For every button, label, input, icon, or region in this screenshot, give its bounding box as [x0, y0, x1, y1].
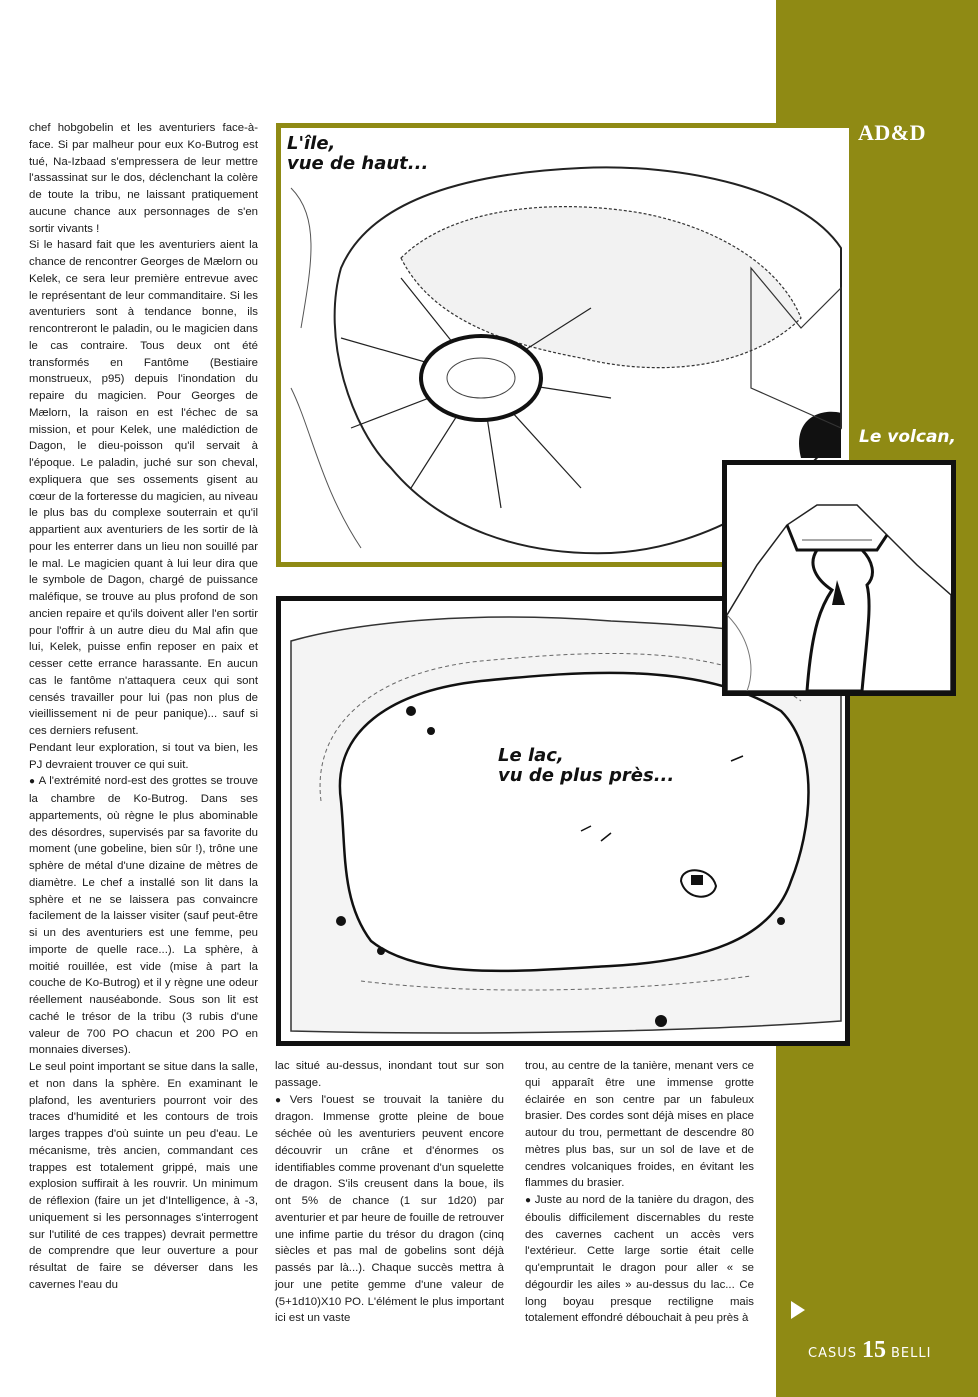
column-left — [29, 120, 258, 1294]
volcano-caption-subtitle — [858, 466, 930, 501]
caption-line: vue de haut... — [287, 152, 429, 174]
bullet-paragraph — [29, 773, 258, 1059]
paragraph: Si le hasard fait que les aventuriers aient la chance de rencontrer Georges de Mælorn ou Kelek, ce sera leur première entrevue avec le représentant de leur commanditaire. Si les aventuriers sont à tendance bonne, ils rencontreront le paladin, ou le magicien dans le cas contraire. Tous deux ont été transformés en Fantôme (Bestiaire monstrueux, p95) depuis l'inondation du repaire du magicien. Pour Georges de Mælorn, la raison en est l'échec de sa mission, et pour Kelek, une malédiction de Dagon, le dieu-poisson qu'il servait à l'époque. Le paladin, juché sur son cheval, expliquera que ses ossements gisent au cœur de la forteresse du magicien, au niveau le plus bas du complexe souterrain et qu'il appartient aux aventuriers de les sortir de là pour les enterrer dans un lieu non souillé par le mal. Le magicien quant à lui leur dira que le symbole de Dagon, chargé de puissance maléfique, se trouve au plus profond de son ancien repaire et qu'ils doivent aller l'en sortir pour l'offrir à un autre dieu du Mal afin que lui, Kelek, puisse enfin reposer en paix et cesser cette errance harassante. En aucun cas le fantôme n'attaquera ceux qui sont censés travailler pour lui (pas non plus de vieillissement ni de peur panique)... sauf si ces derniers refusent. — [29, 239, 258, 737]
paragraph: trou, au centre de la tanière, menant vers ce qui apparaît être une immense grotte éclairée en son centre par un fabuleux brasier. Des cordes sont déjà mises en place autour du trou, permettant de descendre 80 mètres plus bas, sur un sol de lave et de cendres volcaniques froides, en évitant les flammes du brasier. — [525, 1060, 754, 1190]
paragraph-text: Vers l'ouest se trouvait la tanière du dragon. Immense grotte pleine de boue séchée où les aventuriers peuvent encore découvrir un crâne et d'énormes os identifiables comme provenant d'un squelette de dragon. S'ils creusent dans la boue, ils ont 5% de chance (1 sur 1d20) par aventurier et par heure de fouille de retrouver une infime partie du trésor du dragon (cinq siècles et pas mal de gobelins sont déjà passés par là...). Chaque succès mettra à jour une petite gemme d'une valeur de (5+1d10)X10 PO. L'élément le plus important ici est un vaste — [275, 1093, 504, 1325]
caption-line: coupe... — [858, 482, 931, 502]
lake-map-caption — [498, 746, 674, 786]
footer-magazine-right: BELLI — [891, 1346, 932, 1361]
caption-line: vu de plus près... — [498, 764, 675, 786]
bullet-icon: ● — [275, 1094, 287, 1106]
bullet-icon: ● — [525, 1195, 532, 1206]
section-tag: AD&D — [858, 120, 926, 145]
footer-magazine-left: CASUS — [808, 1346, 857, 1361]
page-footer — [808, 1337, 931, 1364]
paragraph: lac situé au-dessus, inondant tout sur son passage. — [275, 1060, 504, 1089]
triangle-right-icon — [791, 1301, 805, 1319]
bullet-paragraph — [525, 1192, 754, 1327]
paragraph-text: A l'extrémité nord-est des grottes se trouve la chambre de Ko-Butrog. Dans ses appartements, où règne le plus abominable des désordres, supervisés par sa favorite du moment (une gobeline, bien sûr !), trône une sphère de métal d'une dizaine de mètres de diamètre. Le chef a installé son lit dans la sphère et ne se laissera pas convaincre facilement de la laisser visiter (sauf peut-être si un des aventuriers est une femme, peu importe de quelle race...). La sphère, à moitié rouillée, est vide (mise à part la couche de Ko-Butrog) et il y règne une odeur réellement nauséabonde. Sous son lit est caché le trésor de la tribu (3 rubis d'une valeur de 700 PO chacun et 200 PO en monnaies diverses). — [29, 775, 259, 1057]
bullet-paragraph — [275, 1092, 504, 1328]
island-map-caption — [287, 134, 428, 174]
paragraph: Pendant leur exploration, si tout va bien, les PJ devraient trouver ce qui suit. — [29, 741, 258, 771]
column-right — [525, 1058, 754, 1327]
caption-line: L'île, — [287, 133, 336, 154]
paragraph-text: Juste au nord de la tanière du dragon, des éboulis difficilement discernables du reste des cavernes cachent un accès vers l'extérieur. Cette large sortie était celle qu'empruntait le dragon pour aller « se dégourdir les ailes » au-dessus du lac... Ce long boyau presque rectiligne mais totalement effondré débouchait à peu près à — [525, 1194, 754, 1325]
paragraph: chef hobgobelin et les aventuriers face-à-face. Si par malheur pour eux Ko-Butrog est tué, Na-Izbaad s'empressera de leur mettre l'assassinat sur le dos, déclenchant la colère de toute la tribu, ne laissant pratiquement aucune chance aux personnages de s'en sortir vivants ! — [29, 122, 258, 235]
page-number: 15 — [862, 1337, 886, 1363]
caption-line: vue en — [858, 465, 919, 484]
column-middle — [275, 1058, 504, 1327]
volcano-caption-title: Le volcan, — [859, 427, 956, 447]
caption-line: Le lac, — [498, 745, 564, 766]
bullet-icon: ● — [29, 776, 36, 788]
paragraph: Le seul point important se situe dans la salle, et non dans la sphère. En examinant le plafond, les aventuriers pourront voir des traces d'humidité et les contours de trois larges trappes d'où suinte un peu d'eau. Le mécanisme, très ancien, commandant ces trappes est totalement grippé, mais une explosion suffirait à les rouvrir. Un minimum de réflexion (faire un jet d'Intelligence, à -3, uniquement si les personnages s'interrogent sur l'utilité de ces trappes) devrait permettre de comprendre que leur ouverture a pour résultat de faire se déverser dans les cavernes l'eau du — [29, 1061, 258, 1291]
